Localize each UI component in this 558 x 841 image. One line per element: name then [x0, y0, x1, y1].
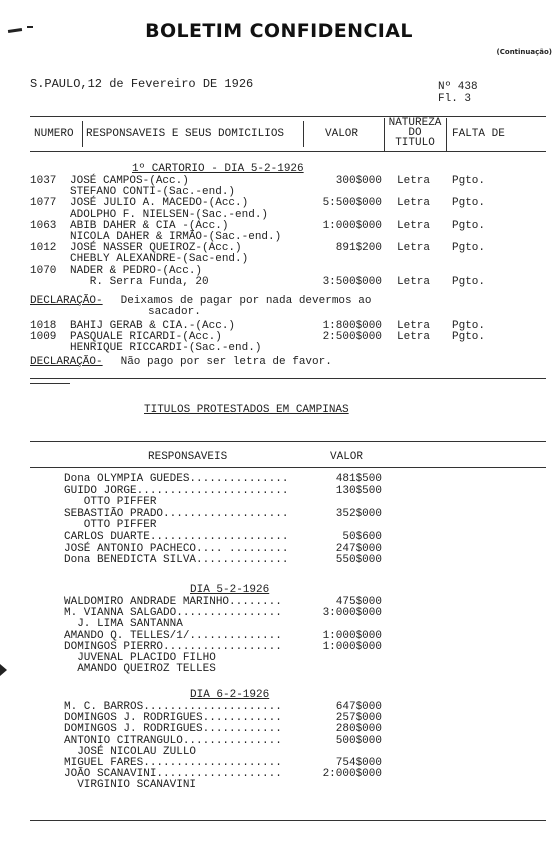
- responsible-name: Dona BENEDICTA SILVA..............: [64, 554, 289, 567]
- section-rule: [30, 378, 546, 379]
- entry-nature: Letra: [397, 175, 431, 187]
- entry-nature: Letra: [397, 320, 431, 332]
- entry-nature: Letra: [397, 242, 431, 255]
- entry-name: JOSÉ NASSER QUEIROZ-(Acc.): [70, 242, 242, 255]
- responsible-name: GUIDO JORGE.......................: [64, 484, 289, 497]
- entry-value: 5:500$000: [322, 197, 382, 210]
- responsible-name: JOÃO SCANAVINI...................: [64, 768, 282, 781]
- responsible-value: 481$500: [335, 473, 382, 485]
- entry-name: JOSÉ CAMPOS-(Acc.): [70, 175, 189, 187]
- declaracao-label-2: DECLARAÇÃO-: [30, 356, 103, 368]
- responsible-name: DOMINGOS J. RODRIGUES............: [64, 723, 282, 736]
- col-divider: [82, 121, 83, 147]
- declaracao-text-2: Não pago por ser letra de favor.: [114, 356, 332, 368]
- entry-nature: Letra: [397, 219, 431, 232]
- table-top-rule: [30, 116, 546, 117]
- entry-fault: Pgto.: [452, 175, 486, 187]
- header-natureza: NATUREZA DO TITULO: [388, 117, 442, 149]
- responsible-value: 257$000: [335, 712, 382, 725]
- section2-title: TITULOS PROTESTADOS EM CAMPINAS: [144, 404, 349, 416]
- entry-name: ADOLPHO F. NIELSEN-(Sac.-end.): [70, 208, 269, 221]
- entry-name: NICOLA DAHER & IRMÃO-(Sac.-end.): [70, 231, 282, 243]
- responsible-name: SEBASTIÃO PRADO...................: [64, 507, 289, 520]
- responsible-value: 247$000: [335, 542, 382, 555]
- entry-number: 1070: [30, 264, 57, 277]
- responsible-name: DOMINGOS PIERRO..................: [64, 640, 282, 653]
- responsible-name: M. VIANNA SALGADO................: [64, 607, 282, 620]
- responsible-name: J. LIMA SANTANNA: [64, 618, 183, 631]
- page-bottom-rule: [30, 820, 546, 821]
- entry-number: 1009: [30, 331, 57, 344]
- entry-name: R. Serra Funda, 20: [70, 275, 209, 288]
- section-rule-short: [30, 383, 70, 384]
- header2-responsaveis: RESPONSAVEIS: [148, 451, 228, 463]
- entry-nature: Letra: [397, 197, 431, 210]
- responsible-value: 50$600: [342, 531, 382, 543]
- entry-value: 1:800$000: [322, 320, 382, 332]
- responsible-value: 647$000: [335, 701, 382, 713]
- header2-valor: VALOR: [330, 451, 364, 463]
- entry-nature: Letra: [397, 331, 431, 344]
- margin-arrow-mark: [0, 664, 7, 676]
- responsible-name: MIGUEL FARES.....................: [64, 757, 282, 769]
- responsible-name: VIRGINIO SCANAVINI: [64, 779, 197, 792]
- responsible-name: AMANDO QUEIROZ TELLES: [64, 663, 216, 676]
- responsible-value: 500$000: [335, 734, 382, 747]
- table2-header-rule: [30, 467, 546, 468]
- header-numero: NUMERO: [34, 128, 74, 140]
- entry-name: BAHIJ GERAB & CIA.-(Acc.): [70, 320, 236, 332]
- entry-nature: Letra: [397, 275, 431, 288]
- dia-heading-1: DIA 5-2-1926: [190, 584, 270, 596]
- entry-name: HENRIQUE RICCARDI-(Sac.-end.): [70, 342, 262, 355]
- responsible-name: ANTONIO CITRANGULO...............: [64, 734, 282, 747]
- sheet-number: Fl. 3: [438, 93, 472, 105]
- entry-number: 1037: [30, 175, 57, 187]
- document-title: BOLETIM CONFIDENCIAL: [145, 20, 413, 42]
- entry-name: PASQUALE RICARDI-(Acc.): [70, 331, 222, 344]
- responsible-name: OTTO PIFFER: [64, 519, 157, 532]
- responsible-name: JUVENAL PLACIDO FILHO: [64, 652, 216, 664]
- bulletin-number: Nº 438: [438, 81, 478, 93]
- responsible-value: 475$000: [335, 596, 382, 608]
- table2-top-rule: [30, 441, 546, 442]
- entry-value: 1:000$000: [322, 219, 382, 232]
- dia-heading-2: DIA 6-2-1926: [190, 689, 270, 701]
- table-header-rule: [30, 151, 546, 152]
- entry-value: 3:500$000: [322, 275, 382, 288]
- header-responsaveis: RESPONSAVEIS E SEUS DOMICILIOS: [86, 128, 285, 140]
- entry-name: STEFANO CONTI-(Sac.-end.): [70, 186, 236, 199]
- entry-number: 1077: [30, 197, 57, 210]
- responsible-name: M. C. BARROS.....................: [64, 701, 282, 713]
- entry-value: 891$200: [335, 242, 382, 255]
- entry-fault: Pgto.: [452, 219, 486, 232]
- responsible-value: 754$000: [335, 757, 382, 769]
- entry-value: 2:500$000: [322, 331, 382, 344]
- responsible-value: 2:000$000: [322, 768, 382, 781]
- entry-fault: Pgto.: [452, 331, 486, 344]
- responsible-name: JOSÉ NICOLAU ZULLO: [64, 745, 197, 758]
- cartorio-heading: 1º CARTORIO - DIA 5-2-1926: [132, 163, 304, 175]
- responsible-value: 550$000: [335, 554, 382, 567]
- header-valor: VALOR: [325, 128, 359, 140]
- declaracao-text-cont: sacador.: [148, 306, 201, 318]
- responsible-name: DOMINGOS J. RODRIGUES............: [64, 712, 282, 725]
- responsible-value: 1:000$000: [322, 640, 382, 653]
- responsible-value: 130$500: [335, 484, 382, 497]
- responsible-name: OTTO PIFFER: [64, 496, 157, 509]
- entry-name: NADER & PEDRO-(Acc.): [70, 264, 203, 277]
- responsible-value: 1:000$000: [322, 629, 382, 642]
- entry-value: 300$000: [335, 175, 382, 187]
- entry-number: 1063: [30, 219, 57, 232]
- entry-name: JOSÉ JULIO A. MACEDO-(Acc.): [70, 197, 249, 210]
- entry-fault: Pgto.: [452, 275, 486, 288]
- entry-fault: Pgto.: [452, 197, 486, 210]
- entry-name: CHEBLY ALEXANDRE-(Sac-end.): [70, 253, 249, 266]
- col-divider: [303, 121, 304, 147]
- continuation-note: (Continuação): [496, 48, 552, 56]
- entry-fault: Pgto.: [452, 320, 486, 332]
- entry-number: 1012: [30, 242, 57, 255]
- responsible-name: WALDOMIRO ANDRADE MARINHO........: [64, 596, 282, 608]
- declaracao-label: DECLARAÇÃO-: [30, 295, 103, 307]
- col-divider: [446, 118, 447, 152]
- responsible-name: JOSÉ ANTONIO PACHECO.... .........: [64, 542, 289, 555]
- responsible-value: 352$000: [335, 507, 382, 520]
- responsible-name: AMANDO Q. TELLES/1/..............: [64, 629, 282, 642]
- responsible-value: 280$000: [335, 723, 382, 736]
- declaracao-text: Deixamos de pagar por nada devermos ao: [114, 295, 372, 307]
- entry-name: ABIB DAHER & CIA -(Acc.): [70, 219, 229, 232]
- responsible-name: Dona OLYMPIA GUEDES...............: [64, 473, 289, 485]
- header-falta: FALTA DE: [452, 128, 505, 140]
- place-date: S.PAULO,12 de Fevereiro DE 1926: [30, 77, 254, 91]
- responsible-value: 3:000$000: [322, 607, 382, 620]
- responsible-name: CARLOS DUARTE.....................: [64, 531, 289, 543]
- entry-fault: Pgto.: [452, 242, 486, 255]
- entry-number: 1018: [30, 320, 57, 332]
